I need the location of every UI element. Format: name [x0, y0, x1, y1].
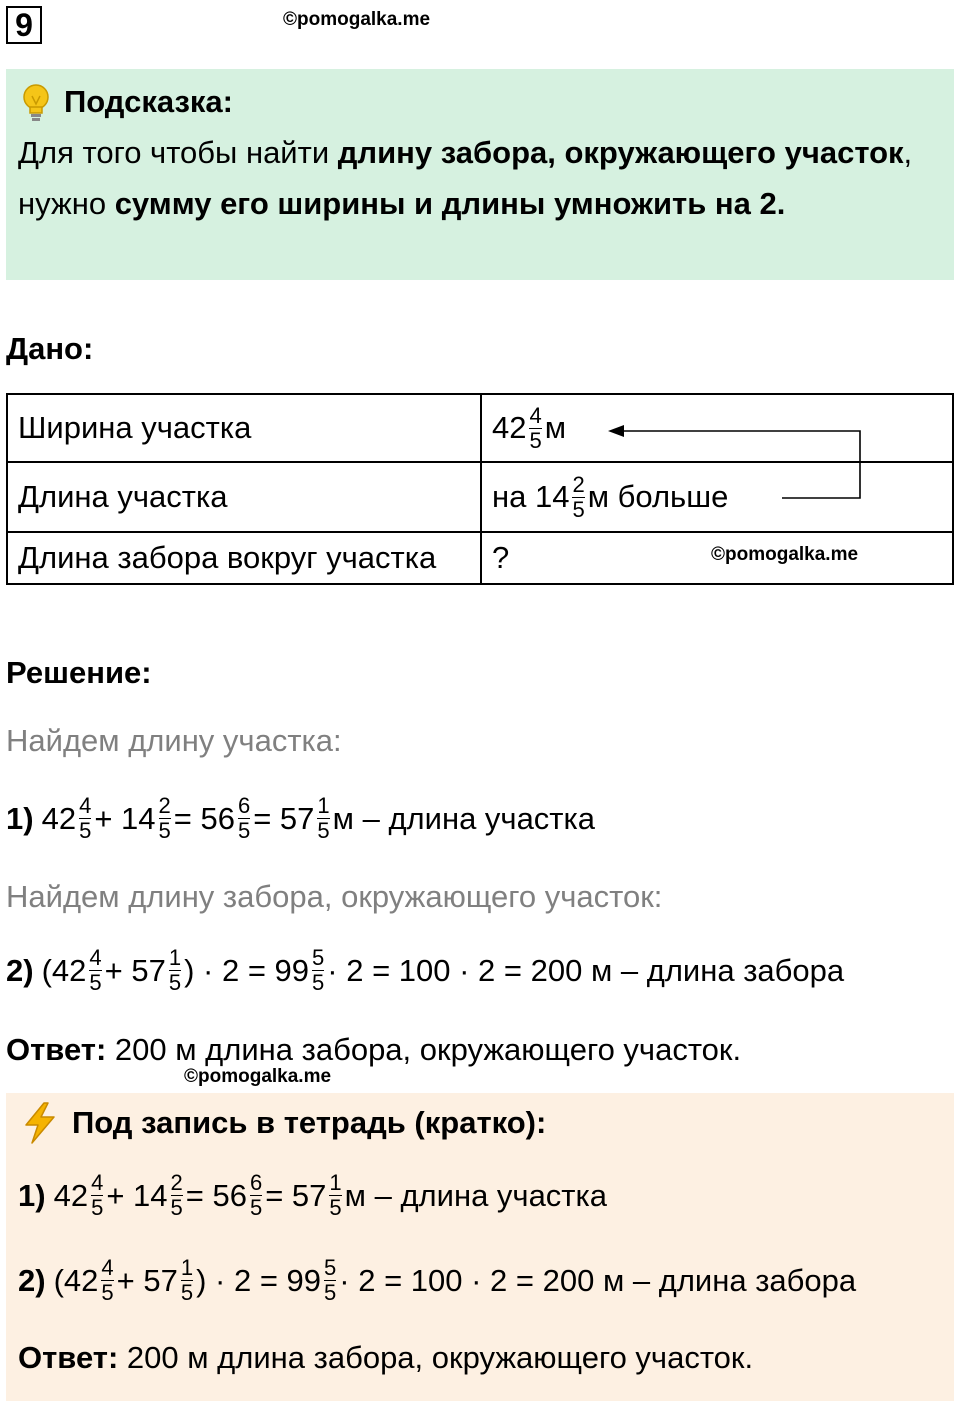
step-label: 2) [6, 952, 34, 988]
step1-expression: 1) 42 $\frac{4}{5}$ + 14 $\frac{2}{5}$ = 56 $\frac{6}{5}$ = 57 $\frac{1}{5}$ м – длина участка [6, 793, 595, 843]
notebook-step1: 1) 42 $\frac{4}{5}$ + 14 $\frac{2}{5}$ = 56 $\frac{6}{5}$ = 57 $\frac{1}{5}$ м – длина участка [18, 1170, 607, 1220]
task-number: 9 [6, 6, 42, 44]
step-label: 1) [6, 800, 34, 836]
hint-title: Подсказка: [64, 84, 233, 119]
notebook-box [6, 1093, 954, 1401]
hint-text [18, 127, 944, 229]
solution-title: Решение: [6, 655, 152, 690]
lightbulb-icon [18, 82, 54, 122]
watermark-table: ©pomogalka.me [711, 544, 859, 565]
watermark-bottom: ©pomogalka.me [184, 1066, 332, 1087]
table-cell: Длина участка [7, 462, 481, 532]
hint-box [6, 69, 954, 280]
answer-text: 200 м длина забора, окружающего участок. [106, 1032, 742, 1067]
lightning-icon [18, 1101, 62, 1145]
step2-expression: 2) (42 $\frac{4}{5}$ + 57 $\frac{1}{5}$ ) · 2 = 99 $\frac{5}{5}$ · 2 = 100 · 2 = 200 м – длина забора [6, 945, 845, 995]
answer-line [6, 1032, 741, 1068]
value-text: 42 [492, 410, 527, 445]
notebook-title: Под запись в тетрадь (кратко): [72, 1105, 547, 1140]
given-title: Дано: [6, 331, 94, 366]
value-text: м больше [587, 479, 729, 514]
hint-text-bold: сумму его ширины и длины умножить на 2. [114, 186, 786, 221]
hint-text-bold: длину забора, окружающего участок [337, 135, 904, 170]
table-cell: ? [481, 532, 953, 584]
value-text: м [544, 410, 567, 445]
watermark-top: ©pomogalka.me [283, 9, 431, 30]
step1-hint: Найдем длину участка: [6, 723, 342, 758]
answer-label: Ответ: [6, 1032, 107, 1067]
notebook-header [18, 1101, 546, 1145]
hint-text-part: , нужно [18, 135, 913, 221]
table-cell: Ширина участка [7, 394, 481, 462]
notebook-step2: 2) (42 $\frac{4}{5}$ + 57 $\frac{1}{5}$ ) · 2 = 99 $\frac{5}{5}$ · 2 = 100 · 2 = 200 м – длина забора [18, 1255, 857, 1305]
value-text: на 14 [492, 479, 570, 514]
hint-header [18, 77, 944, 127]
hint-text-part: Для того чтобы найти [18, 135, 338, 170]
table-cell: Длина забора вокруг участка [7, 532, 481, 584]
notebook-answer: Ответ: 200 м длина забора, окружающего участок. [18, 1340, 754, 1375]
step2-hint: Найдем длину забора, окружающего участок: [6, 879, 663, 914]
fraction: $\frac{2}{5}$ [572, 471, 585, 522]
fraction: $\frac{4}{5}$ [529, 402, 542, 453]
relation-arrow [600, 420, 870, 510]
